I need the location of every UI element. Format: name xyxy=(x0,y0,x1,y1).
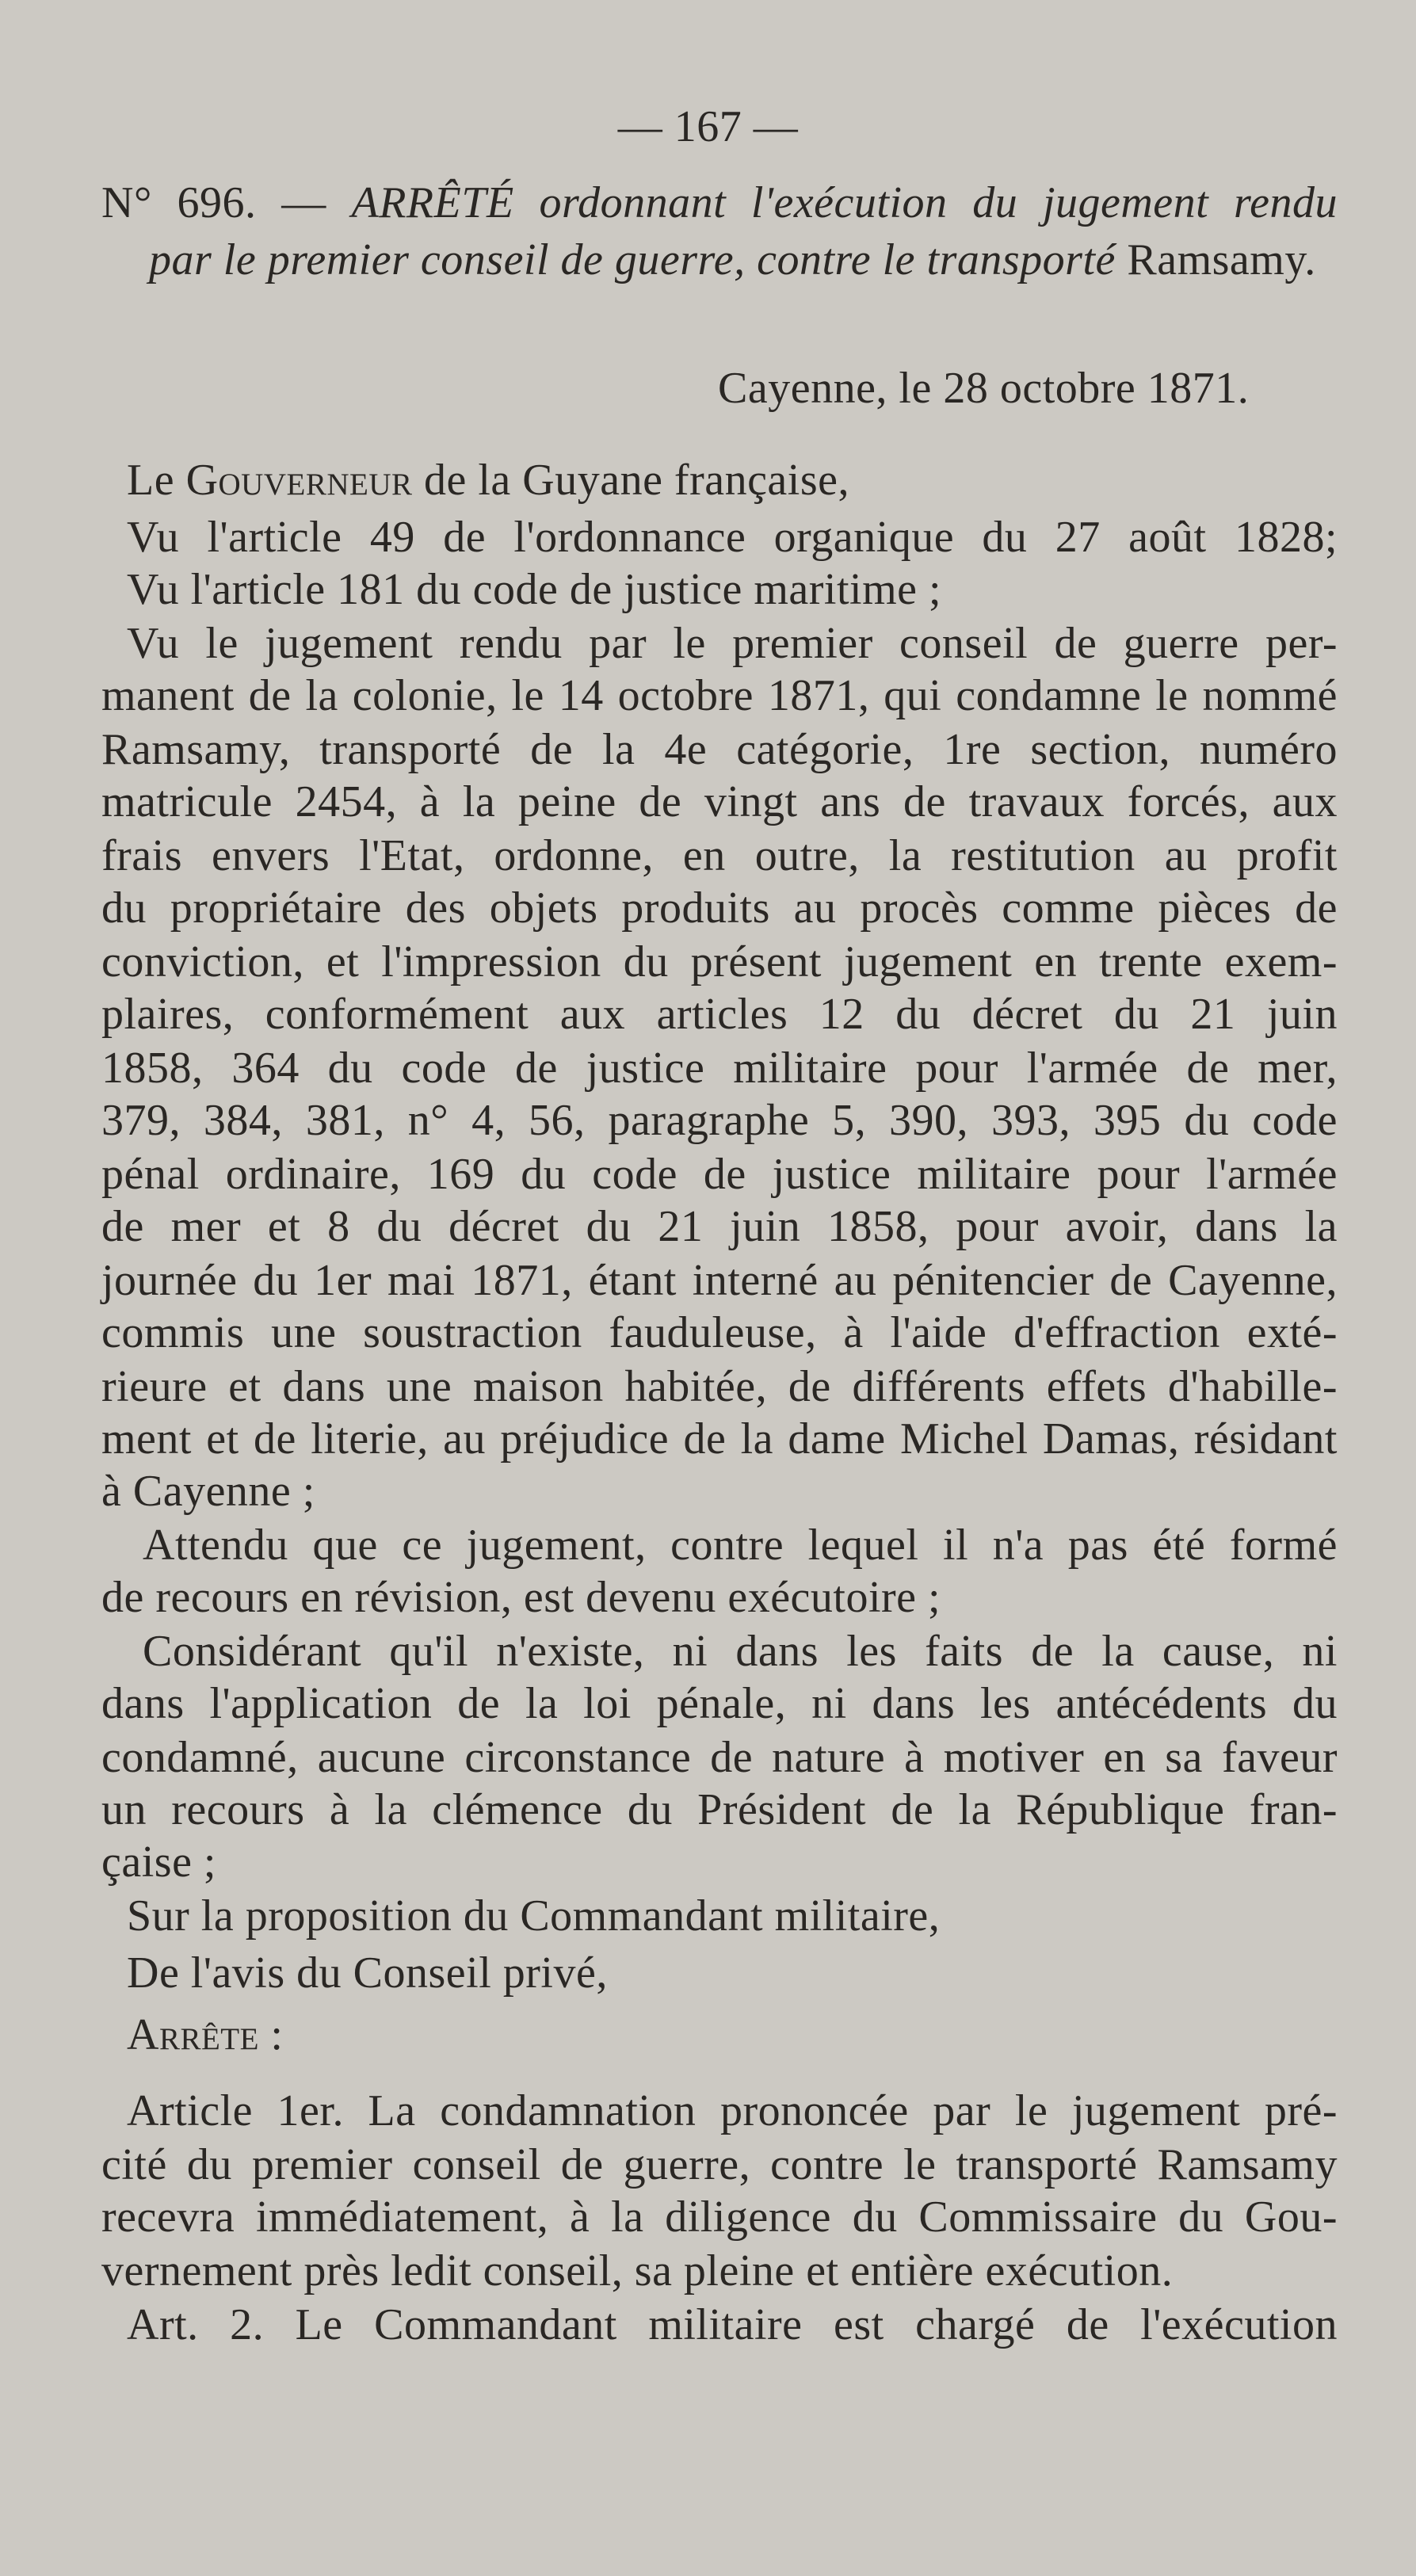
para-line: Considérant qu'il n'existe, ni dans les faits de la cause, ni xyxy=(143,1627,1338,1676)
para-line: 379, 384, 381, n° 4, 56, paragraphe 5, 390, 393, 395 du code xyxy=(101,1096,1338,1145)
para-line: De l'avis du Conseil privé, xyxy=(127,1948,608,1998)
para-line: recevra immédiatement, à la diligence du Commissaire du Gou- xyxy=(101,2192,1338,2242)
governor-le: Le xyxy=(127,456,175,505)
para-line: 1858, 364 du code de justice militaire pour l'armée de mer, xyxy=(101,1044,1338,1093)
arrete-word: ARRÊTÉ xyxy=(351,178,514,227)
title-line-2-italic: par le premier conseil de guerre, contre le transporté xyxy=(149,235,1116,284)
para-line: du propriétaire des objets produits au procès comme pièces de xyxy=(101,883,1338,933)
para-line: de mer et 8 du décret du 21 juin 1858, pour avoir, dans la xyxy=(101,1202,1338,1251)
para-line: journée du 1er mai 1871, étant interné au pénitencier de Cayenne, xyxy=(101,1256,1338,1305)
para-line: conviction, et l'impression du présent jugement en trente exem- xyxy=(101,937,1338,987)
para-line: Vu l'article 181 du code de justice maritime ; xyxy=(127,565,942,614)
governor-line xyxy=(127,456,1363,505)
para-line: Vu le jugement rendu par le premier conseil de guerre per- xyxy=(127,619,1338,668)
para-line: condamné, aucune circonstance de nature à motiver en sa faveur xyxy=(101,1733,1338,1782)
arrete-heading: Arrête : xyxy=(127,2010,284,2059)
title-line-1 xyxy=(101,178,1338,227)
governor-rest: de la Guyane française, xyxy=(424,456,849,505)
para-line: cité du premier conseil de guerre, contre le transporté Ramsamy xyxy=(101,2140,1338,2189)
para-line: Attendu que ce jugement, contre lequel il n'a pas été formé xyxy=(143,1521,1338,1570)
page-number: — 167 — xyxy=(617,102,799,151)
para-line: ment et de literie, au préjudice de la dame Michel Damas, résidant xyxy=(101,1414,1338,1464)
para-line: dans l'application de la loi pénale, ni dans les antécédents du xyxy=(101,1679,1338,1728)
para-line: manent de la colonie, le 14 octobre 1871, qui condamne le nommé xyxy=(101,671,1338,720)
para-line: pénal ordinaire, 169 du code de justice militaire pour l'armée xyxy=(101,1150,1338,1199)
para-line: Sur la proposition du Commandant militaire, xyxy=(127,1891,941,1941)
article-number: N° 696. — xyxy=(101,178,326,227)
para-line: çaise ; xyxy=(101,1838,216,1887)
para-line: Vu l'article 49 de l'ordonnance organique du 27 août 1828; xyxy=(127,513,1338,562)
title-line-2 xyxy=(149,235,1385,284)
para-line: Ramsamy, transporté de la 4e catégorie, 1re section, numéro xyxy=(101,725,1338,774)
para-line: à Cayenne ; xyxy=(101,1467,315,1516)
title-name: Ramsamy. xyxy=(1127,235,1316,284)
para-line: rieure et dans une maison habitée, de différents effets d'habille- xyxy=(101,1362,1338,1411)
para-line: vernement près ledit conseil, sa pleine et entière exécution. xyxy=(101,2246,1174,2296)
para-line: de recours en révision, est devenu exécutoire ; xyxy=(101,1573,941,1622)
para-line: Article 1er. La condamnation prononcée par le jugement pré- xyxy=(127,2086,1338,2135)
para-line: Art. 2. Le Commandant militaire est chargé de l'exécution xyxy=(127,2300,1338,2349)
para-line: matricule 2454, à la peine de vingt ans de travaux forcés, aux xyxy=(101,777,1338,826)
title-line-1-rest: ordonnant l'exécution du jugement rendu xyxy=(539,178,1338,227)
governor-title: Gouverneur xyxy=(185,456,413,505)
para-line: un recours à la clémence du Président de la République fran- xyxy=(101,1785,1338,1834)
dateline: Cayenne, le 28 octobre 1871. xyxy=(718,364,1250,413)
para-line: plaires, conformément aux articles 12 du décret du 21 juin xyxy=(101,990,1338,1039)
para-line: frais envers l'Etat, ordonne, en outre, la restitution au profit xyxy=(101,831,1338,880)
para-line: commis une soustraction fauduleuse, à l'aide d'effraction exté- xyxy=(101,1308,1338,1357)
